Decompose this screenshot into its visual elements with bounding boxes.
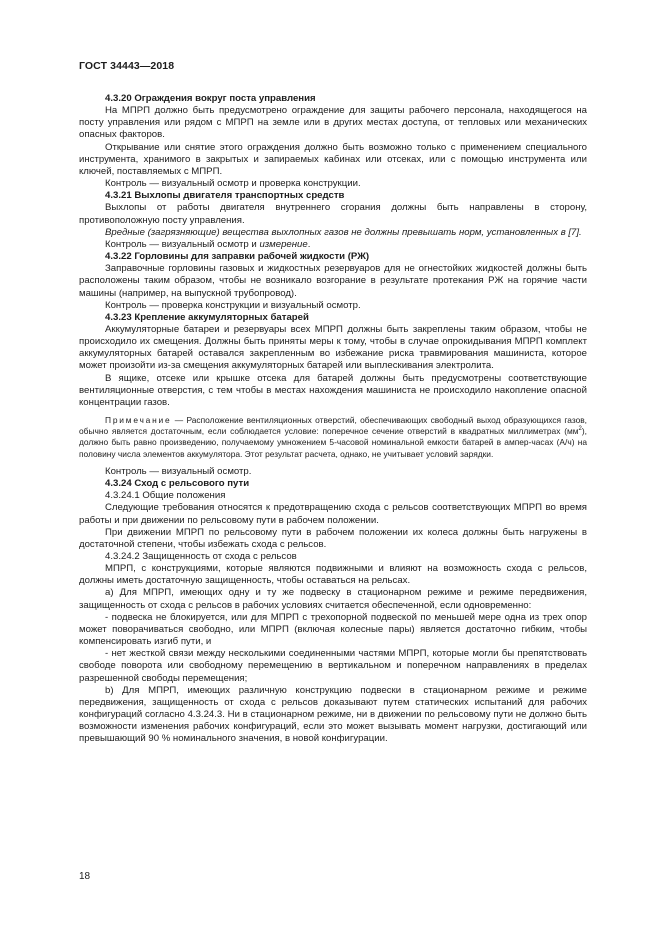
document-body [79,93,587,745]
note-text: — Расположение вентиляционных отверстий, обеспечивающих свободный выход образующихся газов, обычно является достаточным, если соблюдается условие: поперечное сечение отверстий в квадратных миллиметрах (мм [79,415,587,437]
section-title-4-3-21: 4.3.21 Выхлопы двигателя транспортных средств [105,190,345,202]
control-text: Контроль — визуальный осмотр и [105,238,260,250]
section-title-4-3-20: 4.3.20 Ограждения вокруг поста управления [105,93,316,104]
paragraph-italic: Вредные (загрязняющие) вещества выхлопных газов не должны превышать норм, установленных в [7]. [105,226,582,238]
paragraph: Следующие требования относятся к предотвращению схода с рельсов соответствующих МПРП во время работы и при движении по рельсовому пути в рабочем положении. [79,502,587,526]
paragraph: Заправочные горловины газовых и жидкостных резервуаров для не огнестойких жидкостей должны быть расположены таким образом, чтобы не возникало возгорание в результате протекания РЖ на горячие части машины (например, на выпускной трубопровод). [79,263,587,299]
list-subitem: - нет жесткой связи между несколькими соединенными частями МПРП, которые могли бы препятствовать свободе поворота или свободному перемещению в вертикальном и поперечном направлениях в пределах разрешенной свободы перемещения; [79,648,587,684]
paragraph: На МПРП должно быть предусмотрено ограждение для защиты рабочего персонала, находящегося на посту управления или рядом с МПРП на земле или в других местах доступа, от тепловых или механических опасных факторов. [79,105,587,141]
paragraph: В ящике, отсеке или крышке отсека для батарей должны быть предусмотрены соответствующие вентиляционные отверстия, с тем чтобы в местах нахождения машиниста не происходило накопление опасной концентрации газов. [79,372,587,408]
control-text-end: . [307,238,311,250]
control-note: Контроль — проверка конструкции и визуальный осмотр. [105,299,361,311]
control-text-italic: измерение [259,238,308,250]
section-title-4-3-24: 4.3.24 Сход с рельсового пути [105,478,250,490]
paragraph: МПРП, с конструкциями, которые являются подвижными и влияют на возможность схода с рельсов, должны иметь достаточную защищенность, чтобы оставаться на рельсах. [79,563,587,587]
subsection-title-4-3-24-2: 4.3.24.2 Защищенность от схода с рельсов [105,550,297,562]
document-header: ГОСТ 34443—2018 [79,60,175,72]
list-item-a: a) Для МПРП, имеющих одну и ту же подвеску в стационарном режиме и режиме передвижения, защищенность от схода с рельсов в рабочих условиях считается обеспеченной, если одновременно: [79,587,587,611]
list-subitem: - подвеска не блокируется, или для МПРП с трехопорной подвеской по меньшей мере одна из трех опор может поворачиваться свободно, или МПРП (включая колесные пары) является достаточно гибким, чтобы компенсировать изгиб пути, и [79,611,587,648]
note-block [79,415,587,460]
paragraph: Выхлопы от работы двигателя внутреннего сгорания должны быть направлены в сторону, противоположную посту управления. [79,202,587,226]
page-number: 18 [79,871,91,882]
list-item-b: b) Для МПРП, имеющих различную конструкцию подвески в стационарном режиме и режиме передвижения, защищенность от схода с рельсов доказывают путем статических испытаний для рабочих конфигураций согласно 4.3.24.3. Ни в стационарном режиме, ни в движении по рельсовому пути не должно быть возможности изменения рабочих конфигураций, если это может вызывать момент нагрузки, достигающий или превышающий 90 % номинального значения, в новой конфигурации. [79,684,587,745]
control-note [79,239,587,251]
subsection-title-4-3-24-1: 4.3.24.1 Общие положения [105,490,226,502]
note-superscript: 2 [578,426,582,433]
section-title-4-3-23: 4.3.23 Крепление аккумуляторных батарей [105,311,309,323]
control-note: Контроль — визуальный осмотр. [105,465,252,477]
note-text: ), должно быть равно произведению, получаемому умножением 5-часовой номинальной емкости батарей в ампер-часах (А/ч) на половину числа элементов аккумулятора. Этот результат расчета, однако, не учитывает условий зарядки. [79,426,587,459]
paragraph: Открывание или снятие этого ограждения должно быть возможно только с применением специального инструмента, хранимого в закрытых и запираемых кабинах или отсеках, или с помощью инструмента или ключей, поставляемых с МПРП. [79,141,587,177]
control-note: Контроль — визуальный осмотр и проверка конструкции. [105,178,361,190]
section-title-4-3-22: 4.3.22 Горловины для заправки рабочей жидкости (РЖ) [105,251,370,263]
note-label: Примечание [105,415,172,426]
paragraph: При движении МПРП по рельсовому пути в рабочем положении их колеса должны быть нагружены в достаточной степени, чтобы избежать схода с рельсов. [79,526,587,550]
paragraph: Аккумуляторные батареи и резервуары всех МПРП должны быть закреплены таким образом, чтобы не происходило их смещения. Должны быть приняты меры к тому, чтобы в случае опрокидывания МПРП комплект аккумуляторных батарей оставался закрепленным во избежание риска травмирования машиниста, которое может произойти из-за смещения аккумуляторных батарей или выплескивания электролита. [79,323,587,372]
note-paragraph [79,415,587,460]
